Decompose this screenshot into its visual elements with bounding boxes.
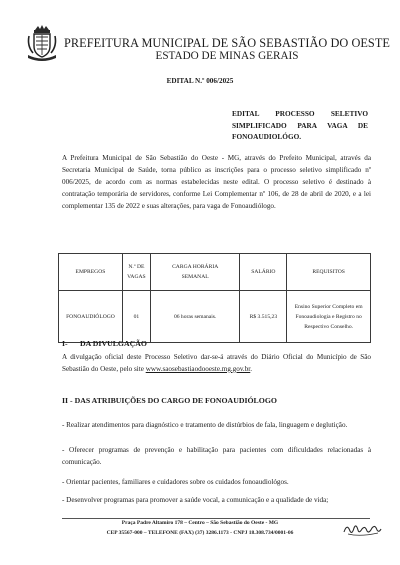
footer-address: Praça Padre Altamiro 178 – Centro – São Sebastião do Oeste - MG <box>121 520 279 526</box>
list-item: - Orientar pacientes, familiares e cuidadores sobre os cuidados fonoaudiológos. <box>62 478 289 486</box>
section-2-heading: II - DAS ATRIBUIÇÕES DO CARGO DE FONOAUDIÓLOGO <box>62 396 277 405</box>
vacancy-table <box>58 253 371 343</box>
header-empregos: EMPREGOS <box>59 254 123 291</box>
section-1-title: DA DIVULGAÇÃO <box>80 339 147 348</box>
signature-icon <box>342 520 382 538</box>
footer-divider <box>62 518 370 519</box>
cell-carga: 06 horas semanais. <box>150 291 240 343</box>
header-carga: CARGA HORÁRIA SEMANAL <box>150 254 240 291</box>
list-item: - Realizar atendimentos para diagnóstico e tratamento de distúrbios de fala, linguagem e deglutição. <box>62 421 348 429</box>
footer-contact: CEP 35567-000 – TELEFONE (FAX) (37) 3286.1173 - CNPJ 18.308.734/0001-06 <box>106 530 294 536</box>
cell-salario: R$ 3.515,23 <box>240 291 287 343</box>
table-row <box>59 291 371 343</box>
municipal-site-link[interactable]: www.saosebastiaodooeste.mg.gov.br <box>145 364 251 373</box>
header-requisitos: REQUISITOS <box>287 254 371 291</box>
letterhead-line-1: PREFEITURA MUNICIPAL DE SÃO SEBASTIÃO DO OESTE <box>64 36 390 50</box>
header-salario: SALÁRIO <box>240 254 287 291</box>
section-1-heading <box>62 339 147 348</box>
list-item: - Desenvolver programas para promover a saúde vocal, a comunicação e a qualidade de vida; <box>62 496 329 504</box>
list-item: - Oferecer programas de prevenção e habilitação para pacientes com dificuldades relacionadas à comunicação. <box>62 446 371 466</box>
letterhead-line-2: ESTADO DE MINAS GERAIS <box>155 50 299 62</box>
cell-vagas: 01 <box>122 291 150 343</box>
table-header-row <box>59 254 371 291</box>
edital-subject: EDITAL PROCESSO SELETIVO SIMPLIFICADO PARA VAGA DE FONOAUDIOLÓGO. <box>232 109 368 141</box>
header-vagas: N.º DE VAGAS <box>122 254 150 291</box>
edital-number: EDITAL N.º 006/2025 <box>166 77 234 85</box>
section-1-paragraph: A divulgação oficial deste Processo Seletivo dar-se-á através do Diário Oficial do Município de São Sebastião do Oeste, pelo site www.saosebastiaodooeste.mg.gov.br. <box>62 353 371 373</box>
intro-paragraph: A Prefeitura Municipal de São Sebastião do Oeste - MG, através do Prefeito Municipal, através da Secretaria Municipal de Saúde, torna público as inscrições para o processo seletivo simplificado nº 006/2025, de acordo com as normas estabelecidas neste edital. O processo seletivo é destinado à contratação temporária de servidores, conforme Lei Complementar nº 106, de 28 de abril de 2020, e a lei complementar 135 de 2022 e suas alterações, para vaga de Fonoaudiólogo. <box>62 154 371 210</box>
cell-emprego: FONOAUDIÓLOGO <box>59 291 123 343</box>
cell-requisitos: Ensino Superior Completo em Fonoaudiologia e Registro no Respectivo Conselho. <box>287 291 371 343</box>
letterhead-title <box>62 36 392 63</box>
coat-of-arms-icon <box>26 24 58 64</box>
section-1-number: I- <box>62 339 68 348</box>
